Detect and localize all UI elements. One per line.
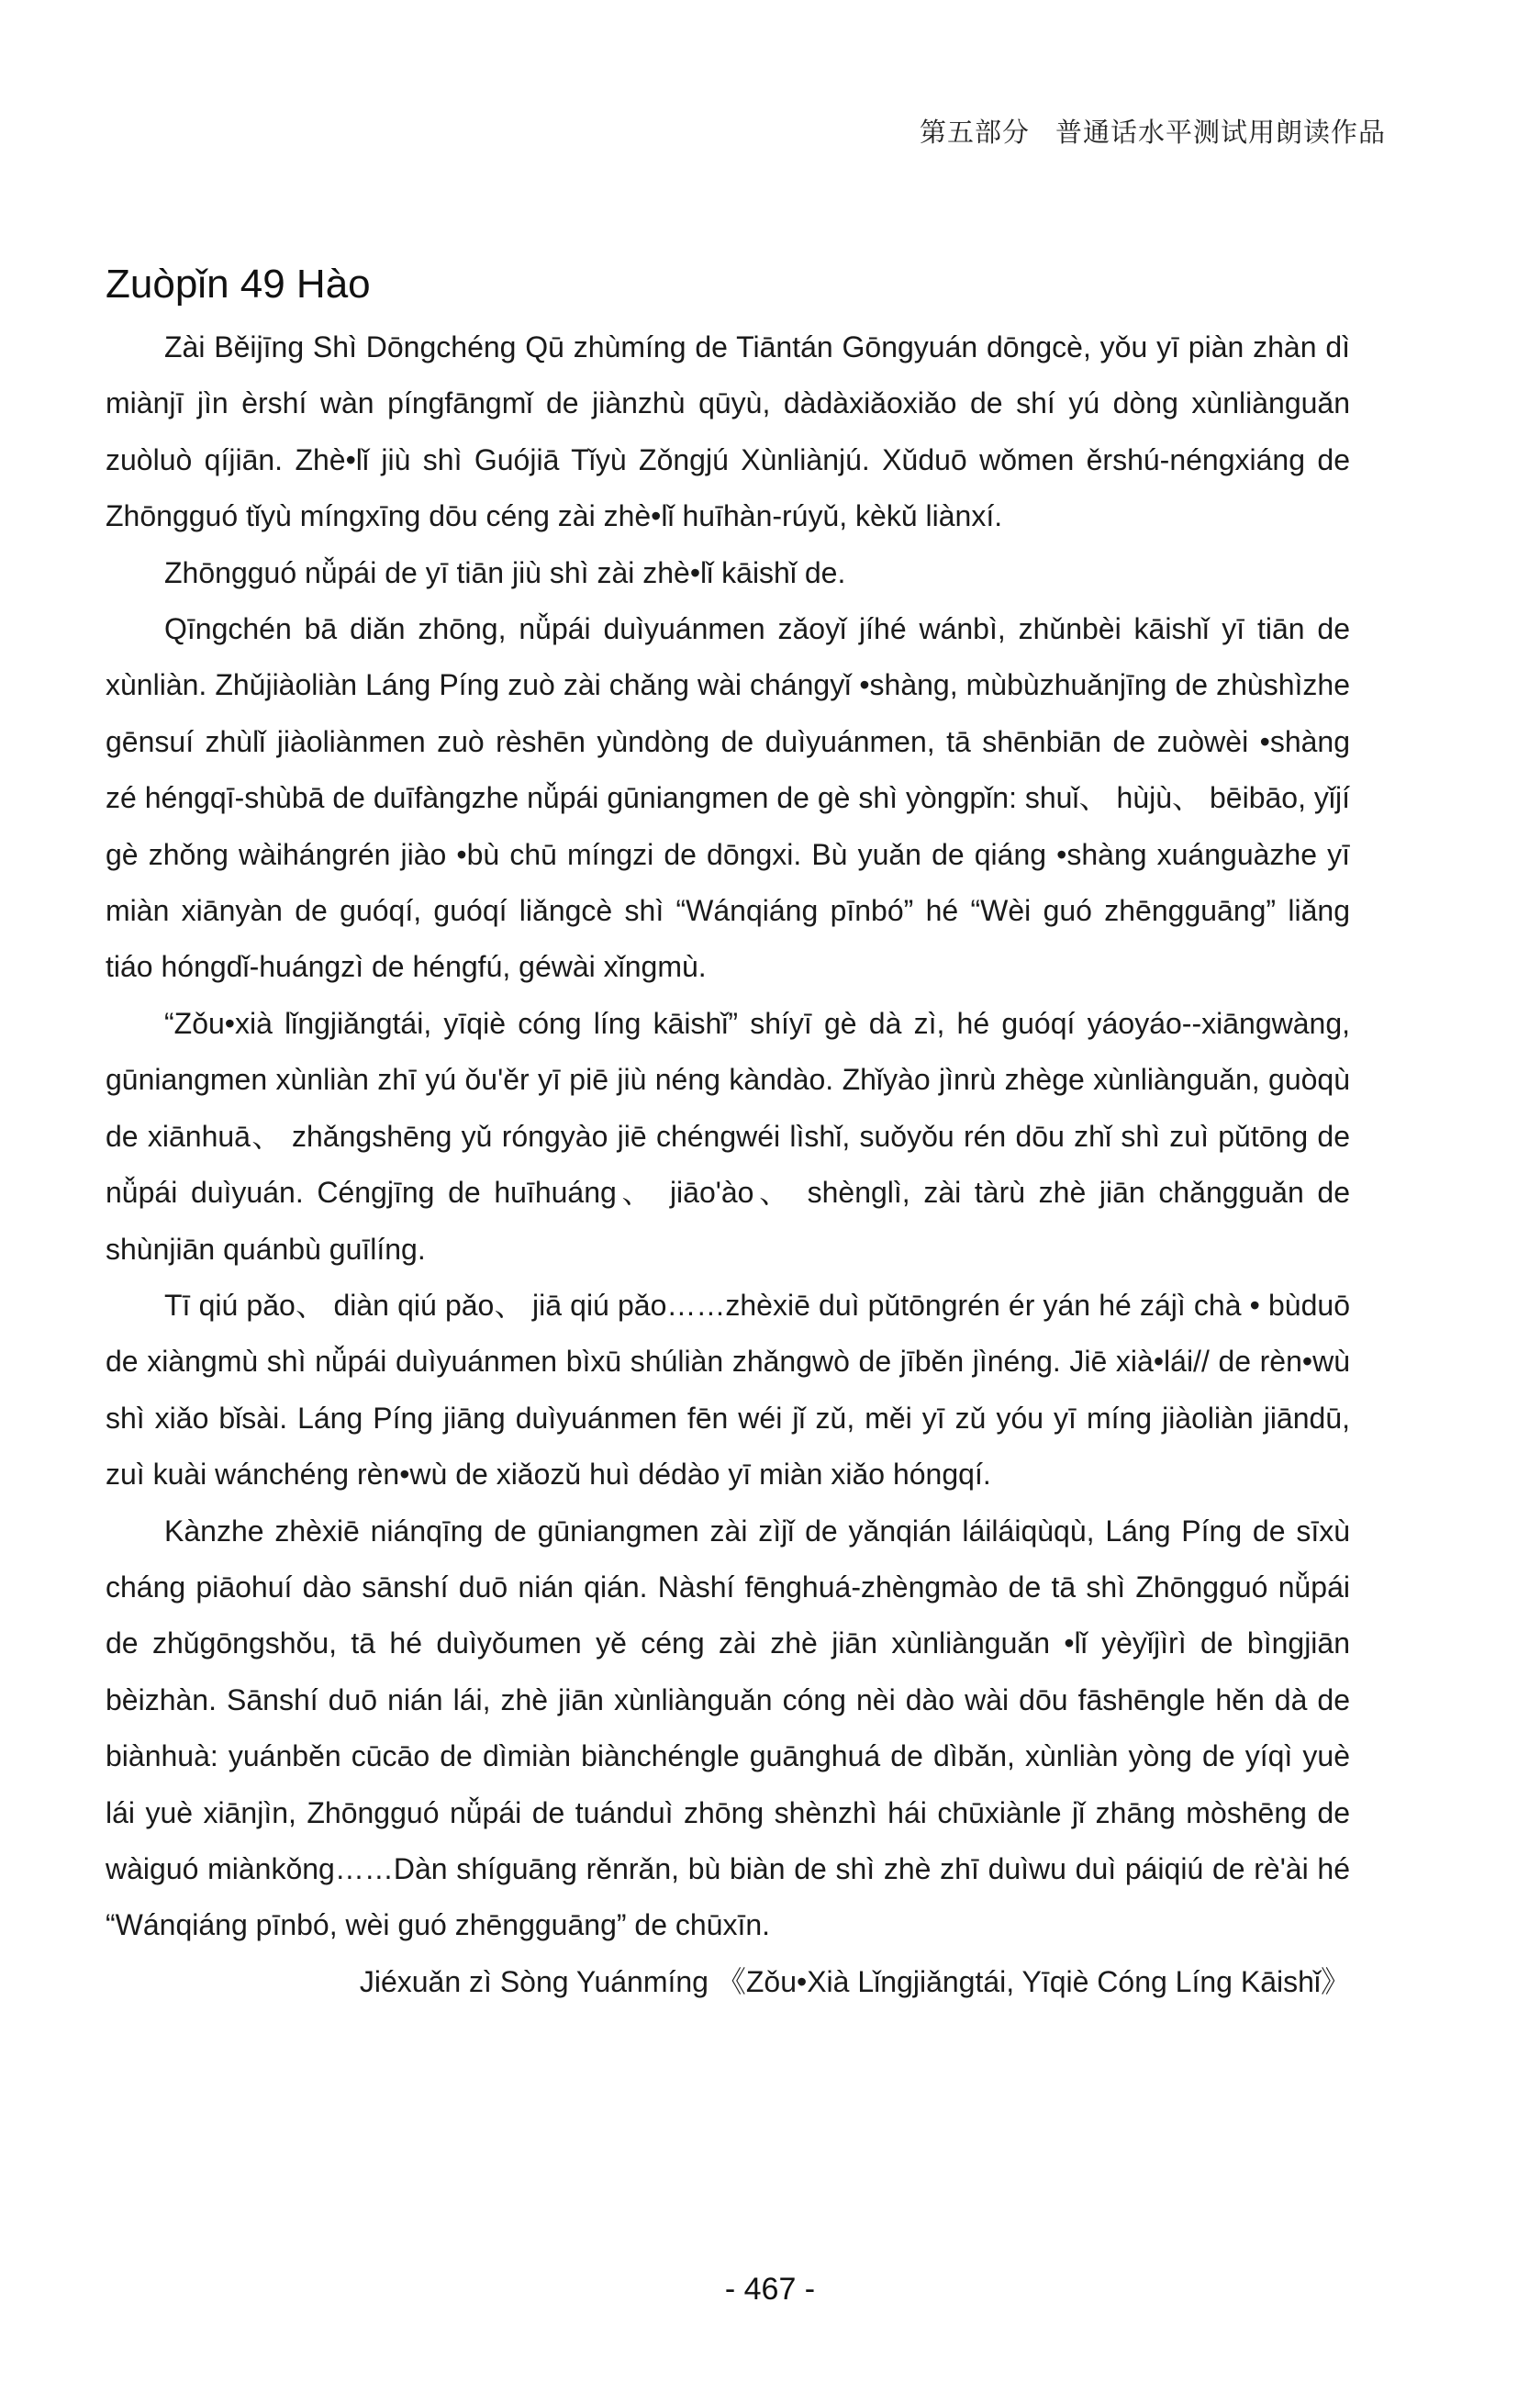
paragraph-5: Tī qiú pǎo、 diàn qiú pǎo、 jiā qiú pǎo……zhèxiē duì pǔtōngrén ér yán hé zájì chà • bùduō de xiàngmù shì nǚpái duìyuánmen bìxū shúliàn zhǎngwò de jīběn jìnéng. Jiē xià•lái// de rèn•wù shì xiǎo bǐsài. Láng Píng jiāng duìyuánmen fēn wéi jǐ zǔ, měi yī zǔ yóu yī míng jiàoliàn jiāndū, zuì kuài wánchéng rèn•wù de xiǎozǔ huì dédào yī miàn xiǎo hóngqí.: [106, 1288, 1350, 1492]
article-body: [106, 319, 1350, 2010]
header-section-title: 普通话水平测试用朗读作品: [1055, 117, 1386, 148]
article-title: Zuòpǐn 49 Hào: [106, 262, 371, 307]
source-citation: Jiéxuǎn zì Sòng Yuánmíng 《Zǒu•Xià Lǐngjiǎngtái, Yīqiè Cóng Líng Kāishǐ》: [359, 1964, 1350, 1998]
header-part-label: 第五部分: [919, 117, 1030, 148]
paragraph-3: Qīngchén bā diǎn zhōng, nǚpái duìyuánmen zǎoyǐ jíhé wánbì, zhǔnbèi kāishǐ yī tiān de xùnliàn. Zhǔjiàoliàn Láng Píng zuò zài chǎng wài chángyǐ •shàng, mùbùzhuǎnjīng de zhùshìzhe gēnsuí zhùlǐ jiàoliànmen zuò rèshēn yùndòng de duìyuánmen, tā shēnbiān de zuòwèi •shàng zé héngqī-shùbā de duīfàngzhe nǚpái gūniangmen de gè shì yòngpǐn: shuǐ、 hùjù、 bēibāo, yǐjí gè zhǒng wàihángrén jiào •bù chū míngzi de dōngxi. Bù yuǎn de qiáng •shàng xuánguàzhe yī miàn xiānyàn de guóqí, guóqí liǎngcè shì “Wánqiáng pīnbó” hé “Wèi guó zhēngguāng” liǎng tiáo hóngdǐ-huángzì de héngfú, géwài xǐngmù.: [106, 612, 1351, 984]
paragraph-6: Kànzhe zhèxiē niánqīng de gūniangmen zài zìjǐ de yǎnqián láiláiqùqù, Láng Píng de sīxù cháng piāohuí dào sānshí duō nián qián. Nàshí fēnghuá-zhèngmào de tā shì Zhōngguó nǚpái de zhǔgōngshǒu, tā hé duìyǒumen yě céng zài zhè jiān xùnliànguǎn •lǐ yèyǐjìrì de bìngjiān bèizhàn. Sānshí duō nián lái, zhè jiān xùnliànguǎn cóng nèi dào wài dōu fāshēngle hěn dà de biànhuà: yuánběn cūcāo de dìmiàn biànchéngle guānghuá de dìbǎn, xùnliàn yòng de yíqì yuè lái yuè xiānjìn, Zhōngguó nǚpái de tuánduì zhōng shènzhì hái chūxiànle jǐ zhāng mòshēng de wàiguó miànkǒng……Dàn shíguāng rěnrǎn, bù biàn de shì zhè zhī duìwu duì páiqiú de rè'ài hé “Wánqiáng pīnbó, wèi guó zhēngguāng” de chūxīn.: [106, 1514, 1350, 1942]
paragraph-1: Zài Běijīng Shì Dōngchéng Qū zhùmíng de Tiāntán Gōngyuán dōngcè, yǒu yī piàn zhàn dì miànjī jìn èrshí wàn píngfāngmǐ de jiànzhù qūyù, dàdàxiǎoxiǎo de shí yú dòng xùnliànguǎn zuòluò qíjiān. Zhè•lǐ jiù shì Guójiā Tǐyù Zǒngjú Xùnliànjú. Xǔduō wǒmen ěrshú-néngxiáng de Zhōngguó tǐyù míngxīng dōu céng zài zhè•lǐ huīhàn-rúyǔ, kèkǔ liànxí.: [106, 330, 1350, 533]
running-header: [920, 112, 1386, 150]
page-number: - 467 -: [724, 2272, 816, 2307]
paragraph-2: Zhōngguó nǚpái de yī tiān jiù shì zài zhè•lǐ kāishǐ de.: [164, 555, 846, 589]
paragraph-4: “Zǒu•xià lǐngjiǎngtái, yīqiè cóng líng kāishǐ” shíyī gè dà zì, hé guóqí yáoyáo--xiāngwàng, gūniangmen xùnliàn zhī yú ǒu'ěr yī piē jiù néng kàndào. Zhǐyào jìnrù zhège xùnliànguǎn, guòqù de xiānhuā、 zhǎngshēng yǔ róngyào jiē chéngwéi lìshǐ, suǒyǒu rén dōu zhǐ shì zuì pǔtōng de nǚpái duìyuán. Céngjīng de huīhuáng、 jiāo'ào、 shènglì, zài tàrù zhè jiān chǎngguǎn de shùnjiān quánbù guīlíng.: [106, 1006, 1350, 1266]
